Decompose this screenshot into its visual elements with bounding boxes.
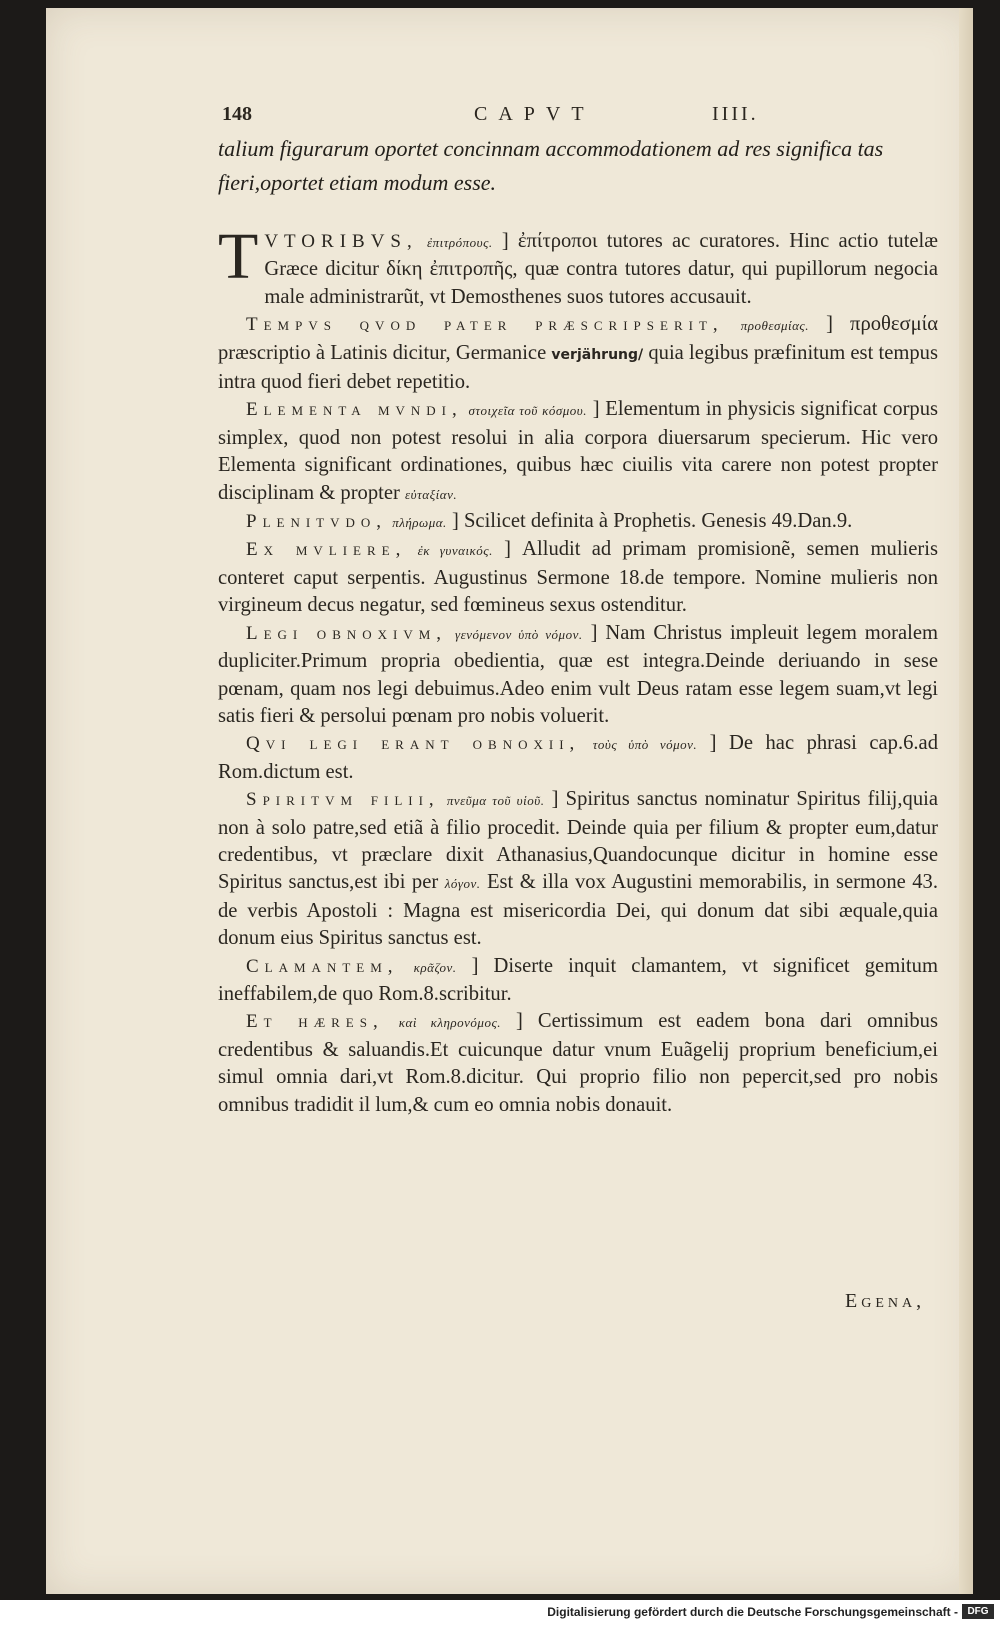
lemma: VTORIBVS, [264, 231, 418, 252]
paragraph [218, 536, 938, 619]
italic-heading: talium figurarum oportet concinnam accommodationem ad res significa tas fieri,oportet etiam modum esse. [218, 136, 884, 195]
paragraph-text: ] Elementum in physicis significat corpus simplex, quod non potest resolui in alia corpora diuersarum specierum. Hic vero Elementa significant ordinationes, quibus hæc ciuilis vita carere non potest propter disciplinam & propter [218, 398, 939, 504]
greek-term: γενόμενον ὑπὸ νόμον. [455, 626, 583, 642]
lemma: Elementa mvndi, [246, 399, 463, 421]
page-edge [959, 8, 973, 1594]
lemma: Et hæres, [246, 1011, 384, 1033]
paragraph [218, 311, 938, 396]
paragraph [218, 220, 939, 311]
paragraph-text: ] Scilicet definita à Prophetis. Genesis 49.Dan.9. [451, 510, 853, 533]
paragraph-text: ] Alludit ad primam promisionẽ, semen mulieris conteret caput serpentis. Augustinus Sermone 18.de tempore. Nomine mulieris non virgineum decus negatur, sed fœmineus sexus ostenditur. [218, 538, 939, 617]
greek-term: καὶ κληρονόμος. [398, 1015, 501, 1031]
greek-term: στοιχεῖα τοῦ κόσμου. [468, 403, 588, 419]
drop-cap: T [218, 220, 259, 293]
paragraph-text: ] ἐπίτροποι tutores ac curatores. Hinc actio tutelæ Græce dicitur δίκη ἐπιτροπῆς, quæ contra tutores datur, qui pupillorum negocia male administrarũt, vt Demosthenes suos tutores accusauit. [264, 230, 939, 308]
paragraph-text: ] Nam Christus impleuit legem moralem dupliciter.Primum propria obedientia, quæ est integra.Deinde deriuando in sese pœnam, quam nos legi debuimus.Adeo enim vult Deus ratam esse legem suam,vt legi satis fieri & persolui pœnam pro nobis voluerit. [218, 621, 938, 727]
greek-term: προθεσμίας. [740, 318, 809, 334]
paragraph-text: ] De hac phrasi cap.6.ad Rom.dictum est. [218, 732, 938, 783]
greek-term: λόγον. [444, 876, 481, 892]
lemma: Ex mvliere, [246, 539, 407, 561]
paragraph-text: ] Certissimum est eadem bona dari omnibus credentibus & saluandis.Et cuicunque datur vnum Euãgelij proprium beneficium,ei simul omnia dari,vt Rom.8.dicitur. Qui proprio filio non pepercit,sed pro nobis omnibus tradidit il lum,& cum eo omnia nobis donauit. [218, 1010, 938, 1116]
greek-term: ἐκ γυναικός. [417, 543, 493, 559]
greek-term: εὐταξίαν. [405, 486, 458, 502]
paragraph-text: ] Spiritus sanctus nominatur Spiritus filij,quia non à solo patre,sed etiã à filio procedit. Deinde quia per filium & propter eum,datur credentibus, vt præclare dixit Athanasius,Quandocunque dicitur in homine esse Spiritus sanctus,est ibi per [218, 788, 938, 894]
funding-note: Digitalisierung gefördert durch die Deutsche Forschungsgemeinschaft - [547, 1605, 958, 1619]
greek-term: ἐπιτρόπους. [426, 235, 493, 250]
greek-term: τοὺς ὑπὸ νόμον. [592, 737, 698, 753]
page-number: 148 [222, 103, 252, 125]
paragraph-text: ] Diserte inquit clamantem, vt significet gemitum ineffabilem,de quo Rom.8.scribitur. [218, 954, 938, 1005]
lemma: Qvi legi erant obnoxii, [246, 733, 581, 755]
paragraph-text: Est & illa vox Augustini memorabilis, in sermone 43. de verbis Apostoli : Magna est misericordia Dei, qui donum dat sibi æquale,quia donum eius Spiritus sanctus est. [218, 871, 939, 950]
paragraph [218, 786, 938, 952]
greek-term: πλήρωμα. [392, 515, 447, 531]
paragraph [218, 396, 938, 508]
paragraph-text: ] προθεσμία præscriptio à Latinis dicitur, Germanice [218, 313, 939, 364]
chapter-number: IIII. [712, 103, 759, 125]
paragraph [218, 1008, 938, 1119]
lemma: Plenitvdo, [246, 511, 388, 533]
paragraph [218, 953, 938, 1009]
running-title: CAPVT [474, 103, 595, 125]
commentary-body [218, 220, 939, 1119]
greek-term: κρᾶζον. [413, 959, 457, 975]
paragraph [218, 730, 938, 786]
lemma: Clamantem, [246, 955, 399, 977]
paragraph [218, 508, 938, 536]
lemma: Tempvs qvod pater præscripserit, [246, 314, 724, 336]
lemma: Legi obnoxivm, [246, 622, 448, 644]
fraktur-word: verjährung/ [551, 346, 644, 363]
paragraph [218, 620, 938, 731]
paragraph-text: quia legibus præfinitum est tempus intra quod fieri debet repetitio. [218, 341, 938, 394]
greek-term: πνεῦμα τοῦ υἱοῦ. [446, 793, 545, 809]
catchword: Egena, [845, 1290, 926, 1312]
footer-bar [0, 1600, 1000, 1625]
lemma: Spiritvm filii, [246, 789, 440, 811]
dfg-logo: DFG [962, 1604, 994, 1619]
